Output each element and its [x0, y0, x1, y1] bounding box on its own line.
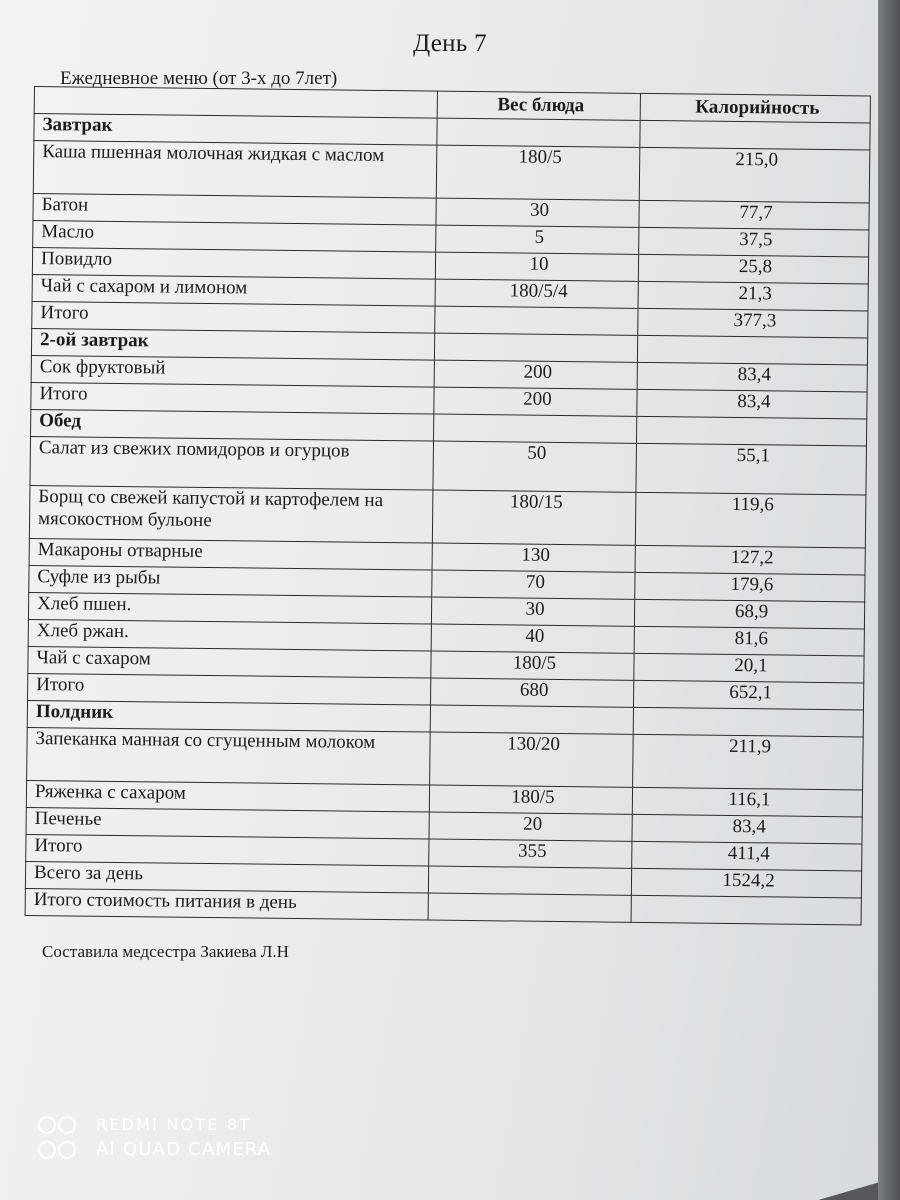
calories-cell: 211,9 [633, 734, 864, 790]
weight-cell: 180/5 [429, 785, 632, 814]
weight-cell: 70 [432, 570, 635, 599]
calories-cell [636, 416, 866, 446]
dish-cell: Завтрак [34, 114, 437, 146]
calories-cell [631, 895, 861, 925]
weight-cell: 40 [431, 624, 634, 653]
calories-cell: 1524,2 [631, 868, 861, 898]
calories-cell: 127,2 [635, 545, 865, 575]
calories-cell: 179,6 [635, 572, 865, 602]
dish-cell: Хлеб ржан. [28, 619, 431, 651]
menu-table [25, 86, 871, 925]
weight-cell [434, 333, 637, 362]
calories-cell [633, 707, 863, 737]
weight-cell: 180/15 [432, 490, 636, 545]
weight-cell: 680 [431, 678, 634, 707]
weight-cell: 130 [432, 543, 635, 572]
dish-cell: Печенье [26, 807, 429, 839]
calories-cell: 377,3 [638, 308, 868, 338]
table-row [33, 141, 870, 203]
dish-cell: Борщ со свежей капустой и картофелем на мясокостном бульоне [29, 485, 433, 543]
weight-cell: 355 [429, 839, 632, 868]
dish-cell: Батон [33, 193, 436, 225]
calories-cell: 25,8 [638, 254, 868, 284]
calories-cell: 77,7 [639, 200, 869, 230]
dish-cell: Повидло [32, 247, 435, 279]
dish-cell: Итого [32, 301, 435, 333]
weight-cell: 10 [435, 252, 638, 281]
dish-cell: Макароны отварные [29, 538, 432, 570]
weight-cell: 5 [436, 225, 639, 254]
weight-cell [428, 866, 631, 895]
header-calories: Калорийность [640, 93, 870, 123]
dish-cell: Полдник [27, 700, 430, 732]
dish-cell: Каша пшенная молочная жидкая с маслом [33, 141, 437, 199]
calories-cell: 83,4 [632, 814, 862, 844]
calories-cell [640, 120, 870, 150]
weight-cell [428, 893, 631, 922]
calories-cell: 83,4 [637, 362, 867, 392]
camera-lens-icon [38, 1113, 82, 1163]
dish-cell: Хлеб пшен. [28, 592, 431, 624]
dish-cell: Итого [26, 834, 429, 866]
calories-cell: 83,4 [637, 389, 867, 419]
weight-cell: 20 [429, 812, 632, 841]
weight-cell: 180/5 [436, 145, 640, 200]
calories-cell: 68,9 [634, 599, 864, 629]
weight-cell: 180/5 [431, 651, 634, 680]
weight-cell [435, 306, 638, 335]
weight-cell: 200 [434, 387, 637, 416]
table-row [29, 485, 866, 547]
calories-cell: 652,1 [633, 680, 863, 710]
dish-cell: Чай с сахаром и лимоном [32, 274, 435, 306]
weight-cell: 130/20 [430, 732, 634, 787]
calories-cell: 20,1 [634, 653, 864, 683]
weight-cell: 200 [434, 360, 637, 389]
weight-cell: 50 [433, 441, 637, 492]
dish-cell: Запеканка манная со сгущенным молоком [27, 727, 431, 785]
calories-cell: 215,0 [639, 147, 870, 203]
weight-cell: 30 [436, 198, 639, 227]
calories-cell: 119,6 [635, 492, 866, 548]
calories-cell: 81,6 [634, 626, 864, 656]
camera-watermark [38, 1113, 271, 1163]
table-row [27, 727, 864, 789]
dish-cell: 2-ой завтрак [31, 328, 434, 360]
weight-cell [430, 705, 633, 734]
dish-cell: Итого [31, 382, 434, 414]
dish-cell: Всего за день [25, 861, 428, 893]
calories-cell: 116,1 [632, 787, 862, 817]
calories-cell: 37,5 [639, 227, 869, 257]
watermark-model: REDMI NOTE 8T [96, 1115, 252, 1134]
dish-cell: Масло [33, 220, 436, 252]
dish-cell: Сок фруктовый [31, 355, 434, 387]
weight-cell [437, 118, 640, 147]
dish-cell: Суфле из рыбы [29, 565, 432, 597]
dish-cell: Салат из свежих помидоров и огурцов [30, 436, 434, 490]
weight-cell: 180/5/4 [435, 279, 638, 308]
dish-cell: Итого стоимость питания в день [25, 888, 428, 920]
calories-cell: 411,4 [632, 841, 862, 871]
calories-cell [637, 335, 867, 365]
page-title: День 7 [413, 30, 487, 57]
calories-cell: 55,1 [636, 443, 867, 495]
header-weight: Вес блюда [437, 91, 640, 120]
watermark-camera: AI QUAD CAMERA [96, 1139, 272, 1160]
weight-cell: 30 [431, 597, 634, 626]
weight-cell [433, 414, 636, 443]
calories-cell: 21,3 [638, 281, 868, 311]
author-note: Составила медсестра Закиева Л.Н [42, 942, 289, 961]
menu-subtitle: Ежедневное меню (от 3-х до 7лет) [60, 68, 338, 89]
dish-cell: Чай с сахаром [28, 646, 431, 678]
dish-cell: Ряженка с сахаром [26, 780, 429, 812]
dish-cell: Итого [28, 673, 431, 705]
dish-cell: Обед [31, 409, 434, 441]
table-surface-edge [878, 0, 900, 1200]
